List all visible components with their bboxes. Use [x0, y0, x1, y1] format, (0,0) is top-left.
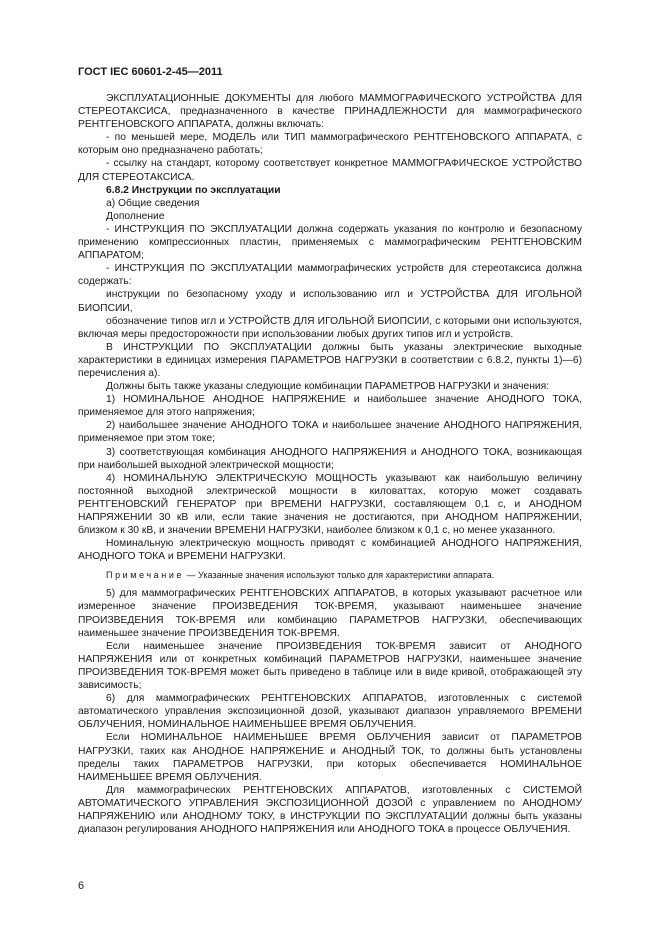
page-number: 6: [78, 880, 85, 892]
paragraph: - ИНСТРУКЦИЯ ПО ЭКСПЛУАТАЦИИ должна содержать указания по контролю и безопасному применению компрессионных пластин, применяемых с маммографическим РЕНТГЕНОВСКИМ АППАРАТОМ;: [78, 223, 582, 262]
note: [78, 569, 582, 581]
paragraph: - по меньшей мере, МОДЕЛЬ или ТИП маммографического РЕНТГЕНОВСКОГО АППАРАТА, с которым оно предназначено работать;: [78, 132, 582, 157]
paragraph: ЭКСПЛУАТАЦИОННЫЕ ДОКУМЕНТЫ для любого МАММОГРАФИЧЕСКОГО УСТРОЙСТВА ДЛЯ СТЕРЕОТАКСИСА, предназначенного в качестве ПРИНАДЛЕЖНОСТИ для маммографического РЕНТГЕНОВСКОГО АППАРАТА, должны включать:: [78, 93, 582, 131]
paragraph: Если наименьшее значение ПРОИЗВЕДЕНИЯ ТОК-ВРЕМЯ зависит от АНОДНОГО НАПРЯЖЕНИЯ или от конкретных комбинаций ПАРАМЕТРОВ НАГРУЗКИ, наименьшее значение ПРОИЗВЕДЕНИЯ ТОК-ВРЕМЯ может быть приведено в таблице или в виде кривой, отображающей эту зависимость;: [78, 640, 582, 692]
paragraph: Если НОМИНАЛЬНОЕ НАИМЕНЬШЕЕ ВРЕМЯ ОБЛУЧЕНИЯ зависит от ПАРАМЕТРОВ НАГРУЗКИ, таких как АНОДНОЕ НАПРЯЖЕНИЕ и АНОДНЫЙ ТОК, то должны быть установлены пределы таких ПАРАМЕТРОВ НАГРУЗКИ, при которых обеспечивается НОМИНАЛЬНОЕ НАИМЕНЬШЕЕ ВРЕМЯ ОБЛУЧЕНИЯ.: [78, 732, 582, 783]
paragraph: - ссылку на стандарт, которому соответствует конкретное МАММОГРАФИЧЕСКОЕ УСТРОЙСТВО ДЛЯ СТЕРЕОТАКСИСА.: [78, 158, 582, 183]
paragraph: 6) для маммографических РЕНТГЕНОВСКИХ АППАРАТОВ, изготовленных с системой автоматического управления экспозиционной дозой, указывают диапазон управляемого ВРЕМЕНИ ОБЛУЧЕНИЯ, НОМИНАЛЬНОЕ НАИМЕНЬШЕЕ ВРЕМЯ ОБЛУЧЕНИЯ.: [78, 693, 582, 731]
paragraph: Дополнение: [106, 210, 165, 222]
paragraph: инструкции по безопасному уходу и использованию игл и УСТРОЙСТВА ДЛЯ ИГОЛЬНОЙ БИОПСИИ,: [78, 289, 582, 314]
paragraph: 2) наибольшее значение АНОДНОГО ТОКА и наибольшее значение АНОДНОГО НАПРЯЖЕНИЯ, применяемое при этом токе;: [78, 420, 582, 445]
paragraph: 1) НОМИНАЛЬНОЕ АНОДНОЕ НАПРЯЖЕНИЕ и наибольшее значение АНОДНОГО ТОКА, применяемое для этого напряжения;: [78, 394, 582, 419]
note-label: Примечание: [106, 570, 185, 581]
paragraph: Номинальную электрическую мощность приводят с комбинацией АНОДНОГО НАПРЯЖЕНИЯ, АНОДНОГО ТОКА и ВРЕМЕНИ НАГРУЗКИ.: [78, 538, 582, 563]
paragraph: обозначение типов игл и УСТРОЙСТВ ДЛЯ ИГОЛЬНОЙ БИОПСИИ, с которыми они используются, включая меры предосторожности при использовании любых других типов игл и устройств.: [78, 315, 582, 340]
document-header: ГОСТ IEC 60601-2-45—2011: [78, 66, 223, 78]
paragraph: 4) НОМИНАЛЬНУЮ ЭЛЕКТРИЧЕСКУЮ МОЩНОСТЬ указывают как наибольшую величину постоянной выходной электрической мощности в киловаттах, которую может создавать РЕНТГЕНОВСКИЙ ГЕНЕРАТОР при ВРЕМЕНИ НАГРУЗКИ, составляющем 0,1 с, и АНОДНОМ НАПРЯЖЕНИИ 30 кВ или, если такие значения не достигаются, при АНОДНОМ НАПРЯЖЕНИИ, близком к 30 кВ, и значении ВРЕМЕНИ НАГРУЗКИ, наиболее близком к 0,1 с, но менее указанного.: [78, 472, 582, 537]
paragraph: В ИНСТРУКЦИИ ПО ЭКСПЛУАТАЦИИ должны быть указаны электрические выходные характеристики в единицах измерения ПАРАМЕТРОВ НАГРУЗКИ в соответствии с 6.8.2, пункты 1)—6) перечисления а).: [78, 341, 582, 379]
note-text: — Указанные значения используют только для характеристики аппарата.: [184, 570, 495, 581]
paragraph: 5) для маммографических РЕНТГЕНОВСКИХ АППАРАТОВ, в которых указывают расчетное или измеренное значение ПРОИЗВЕДЕНИЯ ТОК-ВРЕМЯ, указывают наименьшее значение ПРОИЗВЕДЕНИЯ ТОК-ВРЕМЯ или комбинацию ПАРАМЕТРОВ НАГРУЗКИ, обеспечивающих наименьшее значение ПРОИЗВЕДЕНИЯ ТОК-ВРЕМЯ.: [78, 588, 582, 639]
document-body: [78, 92, 582, 836]
paragraph: а) Общие сведения: [106, 197, 200, 209]
paragraph: - ИНСТРУКЦИЯ ПО ЭКСПЛУАТАЦИИ маммографических устройств для стереотаксиса должна содержать:: [78, 263, 582, 288]
paragraph: Для маммографических РЕНТГЕНОВСКИХ АППАРАТОВ, изготовленных с СИСТЕМОЙ АВТОМАТИЧЕСКОГО УПРАВЛЕНИЯ ЭКСПОЗИЦИОННОЙ ДОЗОЙ с управлением по АНОДНОМУ НАПРЯЖЕНИЮ или АНОДНОМУ ТОКУ, в ИНСТРУКЦИИ ПО ЭКСПЛУАТАЦИИ должны быть указаны диапазон регулирования АНОДНОГО НАПРЯЖЕНИЯ или АНОДНОГО ТОКА в процессе ОБЛУЧЕНИЯ.: [78, 784, 582, 836]
section-heading: 6.8.2 Инструкции по эксплуатации: [106, 184, 281, 196]
paragraph: Должны быть также указаны следующие комбинации ПАРАМЕТРОВ НАГРУЗКИ и значения:: [106, 381, 550, 393]
paragraph: 3) соответствующая комбинация АНОДНОГО НАПРЯЖЕНИЯ и АНОДНОГО ТОКА, возникающая при наибольшей выходной электрической мощности;: [78, 446, 582, 471]
